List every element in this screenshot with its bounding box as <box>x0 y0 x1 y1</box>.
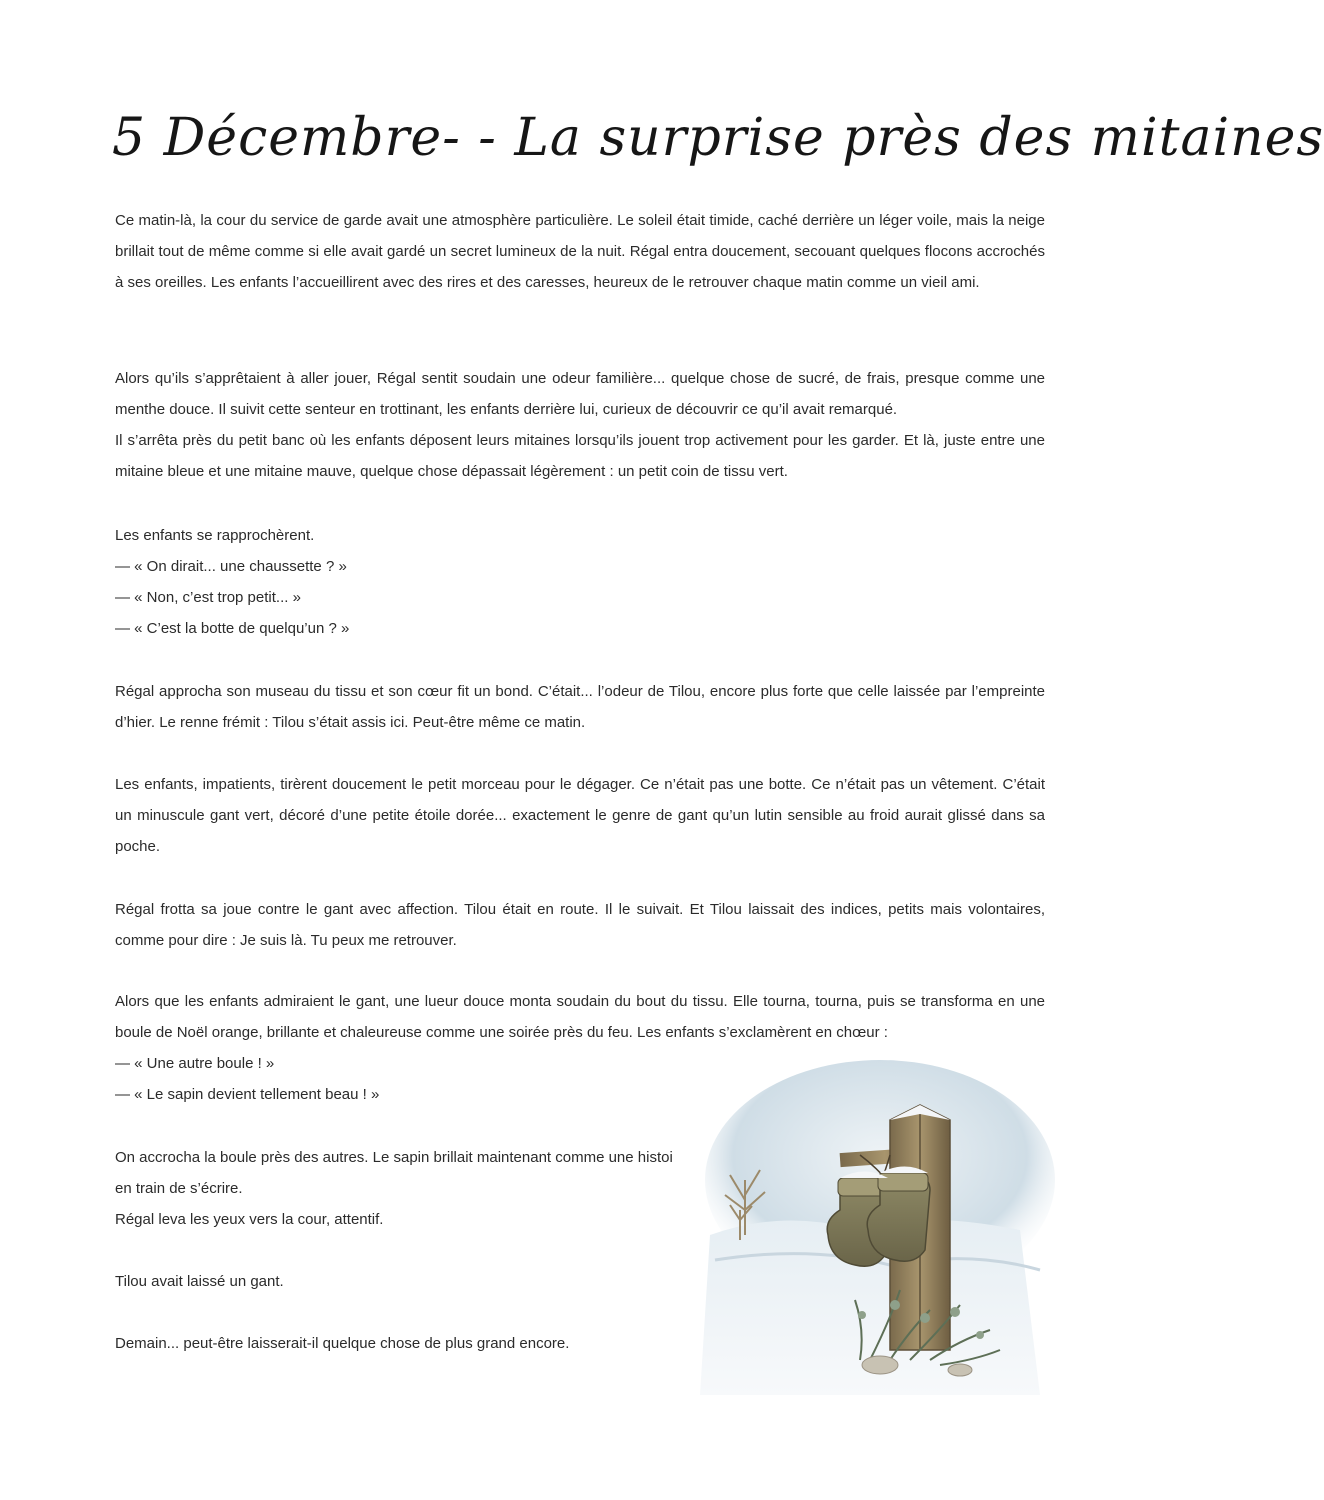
closing-block <box>115 1142 695 1235</box>
paragraph-3: Les enfants se rapprochèrent. <box>115 527 315 544</box>
paragraph-9: Tilou avait laissé un gant. <box>115 1273 284 1290</box>
paragraph-2b: Il s’arrêta près du petit banc où les enfants déposent leurs mitaines lorsqu’ils jouent trop activement pour les garder. Et là, juste entre une mitaine bleue et une mitaine mauve, quelque chose dépassait légèrement : un petit coin de tissu vert. <box>115 432 1045 480</box>
dialogue-line-4: — « Une autre boule ! » <box>115 1055 275 1072</box>
paragraph-8a: On accrocha la boule près des autres. Le sapin brillait maintenant comme une histoi <box>115 1149 673 1166</box>
paragraph-2a: Alors qu’ils s’apprêtaient à aller jouer, Régal sentit soudain une odeur familière... quelque chose de sucré, de frais, presque comme une menthe douce. Il suivit cette senteur en trottinant, les enfants derrière lui, curieux de découvrir ce qu’il avait remarqué. <box>115 370 1045 418</box>
page-title: 5 Décembre- - La surprise près des mitaines <box>112 108 1324 168</box>
paragraph-7: Alors que les enfants admiraient le gant, une lueur douce monta soudain du bout du tissu. Elle tourna, tourna, puis se transforma en une boule de Noël orange, brillante et chaleureuse comme une soirée près du feu. Les enfants s’exclamèrent en chœur : <box>115 993 1045 1041</box>
paragraph-8c: Régal leva les yeux vers la cour, attentif. <box>115 1211 384 1228</box>
dialogue-line-2: — « Non, c’est trop petit... » <box>115 589 301 606</box>
paragraph-10: Demain... peut-être laisserait-il quelque chose de plus grand encore. <box>115 1335 570 1352</box>
paragraph-1: Ce matin-là, la cour du service de garde avait une atmosphère particulière. Le soleil était timide, caché derrière un léger voile, mais la neige brillait tout de même comme si elle avait gardé un secret lumineux de la nuit. Régal entra doucement, secouant quelques flocons accrochés à ses oreilles. Les enfants l’accueillirent avec des rires et des caresses, heureux de le retrouver chaque matin comme un vieil ami. <box>115 212 1045 291</box>
paragraph-6: Régal frotta sa joue contre le gant avec affection. Tilou était en route. Il le suivait. Et Tilou laissait des indices, petits mais volontaires, comme pour dire : Je suis là. Tu peux me retrouver. <box>115 901 1045 949</box>
paragraph-8b: en train de s’écrire. <box>115 1180 243 1197</box>
dialogue-line-1: — « On dirait... une chaussette ? » <box>115 558 347 575</box>
paragraph-5: Les enfants, impatients, tirèrent doucement le petit morceau pour le dégager. Ce n’était pas une botte. Ce n’était pas un vêtement. C’était un minuscule gant vert, décoré d’une petite étoile dorée... exactement le genre de gant qu’un lutin sensible au froid aurait glissé dans sa poche. <box>115 776 1045 855</box>
dialogue-line-3: — « C’est la botte de quelqu’un ? » <box>115 620 350 637</box>
paragraph-4: Régal approcha son museau du tissu et son cœur fit un bond. C’était... l’odeur de Tilou, encore plus forte que celle laissée par l’empreinte d’hier. Le renne frémit : Tilou s’était assis ici. Peut-être même ce matin. <box>115 683 1045 731</box>
dialogue-block-1 <box>115 520 1045 644</box>
dialogue-line-5: — « Le sapin devient tellement beau ! » <box>115 1086 380 1103</box>
winter-mittens-illustration <box>690 1060 1060 1395</box>
